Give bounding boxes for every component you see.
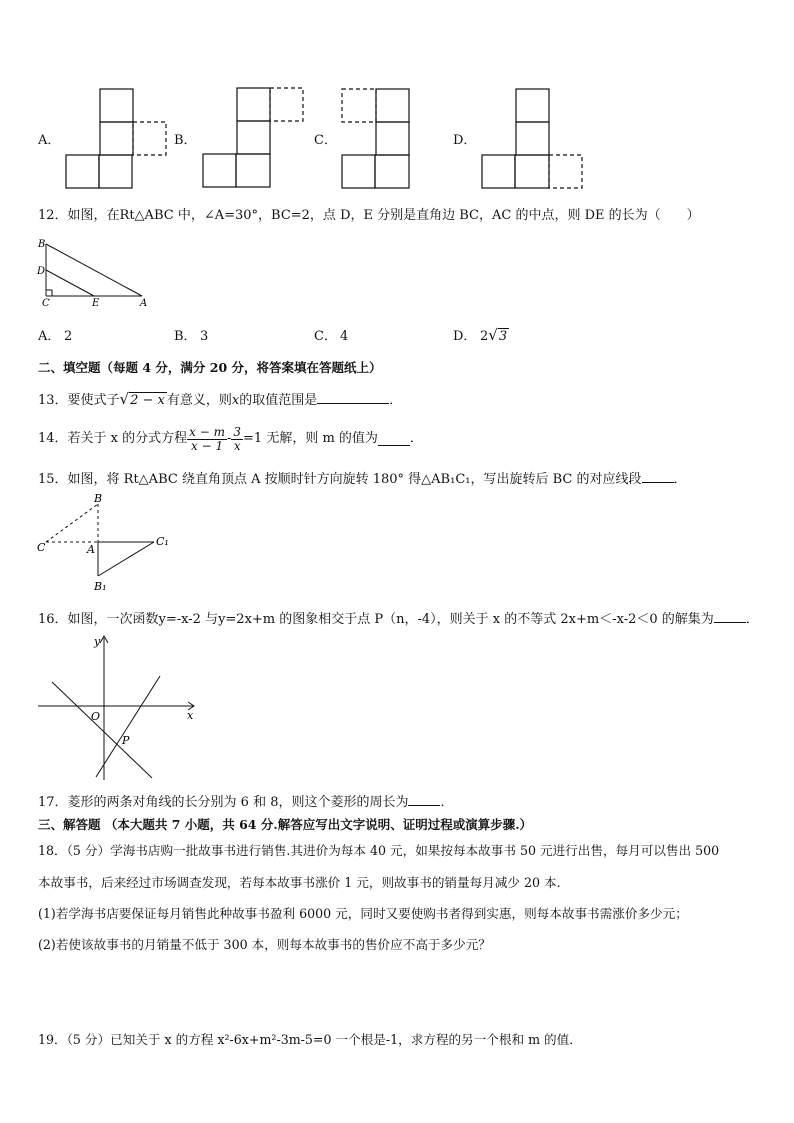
section3-heading: 三、解答题 （本大题共 7 小题，共 64 分.解答应写出文字说明、证明过程或演算步骤.）	[38, 817, 533, 832]
q15-label-c: C	[37, 541, 46, 554]
q11-option-a-letter: A．	[38, 133, 61, 148]
q12-option-c-value: 4	[340, 329, 349, 344]
q11-option-c-figure	[342, 89, 444, 189]
q17-answer-blank	[408, 793, 440, 806]
q16-figure	[38, 632, 203, 782]
q18-part1: (1)若学海书店要保证每月销售此种故事书盈利 6000 元，同时又要使购书者得到实惠，则每本故事书需涨价多少元；	[38, 906, 688, 921]
section2-heading: 二、填空题（每题 4 分，满分 20 分，将答案填在答题纸上）	[38, 360, 382, 375]
q18-line2: 本故事书，后来经过市场调查发现，若每本故事书涨价 1 元，则故事书的销量每月减少 20 本.	[38, 875, 561, 890]
q15-label-b: B	[94, 492, 103, 505]
q16-label-x: x	[187, 709, 194, 722]
q16-label-p: P	[122, 734, 130, 747]
q12-option-d-letter: D．	[453, 329, 477, 344]
q11-option-b-figure	[203, 88, 305, 188]
q14-answer-blank	[378, 433, 410, 446]
q16-answer-blank	[714, 610, 746, 623]
q12-option-d-value: 2√3	[480, 326, 508, 344]
q12-option-b-value: 3	[200, 329, 209, 344]
q12-option-c-letter: C．	[314, 329, 337, 344]
q15: 15．如图，将 Rt△ABC 绕直角顶点 A 按顺时针方向旋转 180° 得△AB₁C₁，写出旋转后 BC 的对应线段 ．	[38, 472, 687, 487]
q14-fraction-2: $\frac{3}{x}$	[233, 424, 242, 453]
q12-figure	[36, 238, 156, 309]
q15-label-a: A	[87, 543, 95, 556]
q19: 19．（5 分）已知关于 x 的方程 x²-6x+m²-3m-5=0 一个根是-1，求方程的另一个根和 m 的值．	[38, 1032, 582, 1047]
q14-fraction-1: $\frac{x - m}{x - 1}$	[189, 424, 225, 453]
q15-label-c1: C₁	[156, 535, 169, 548]
q11-option-b-letter: B．	[174, 133, 197, 148]
q12-label-a: A	[140, 298, 148, 309]
q11-option-d-letter: D．	[453, 133, 477, 148]
q13-radicand: 2 − x	[130, 393, 165, 408]
q12-text: 12．如图，在Rt△ABC 中，∠A=30°，BC=2，点 D，E 分别是直角边 BC，AC 的中点，则 DE 的长为（ ）	[38, 208, 700, 223]
q12-label-c: C	[42, 298, 50, 309]
q12-label-d: D	[37, 266, 46, 277]
q15-figure	[36, 490, 186, 595]
q16: 16．如图，一次函数y=-x-2 与y=2x+m 的图象相交于点 P（n，-4），则关于 x 的不等式 2x+m＜-x-2＜0 的解集为 ．	[38, 612, 759, 627]
q12-option-b-letter: B．	[174, 329, 197, 344]
q11-option-d-figure	[482, 89, 584, 189]
q12-option-a-letter: A．	[38, 329, 61, 344]
q12-label-e: E	[92, 298, 100, 309]
q13: 13．要使式子√2 − x 有意义，则x的取值范围是 ．	[38, 390, 403, 408]
q11-option-a-figure	[66, 89, 168, 189]
q18-line1: 18．（5 分）学海书店购一批故事书进行销售.其进价为每本 40 元，如果按每本故事书 50 元进行出售，每月可以售出 500	[38, 843, 720, 858]
q12-option-d-radicand: 3	[498, 329, 508, 344]
q18-part2: (2)若使该故事书的月销量不低于 300 本，则每本故事书的售价应不高于多少元？	[38, 937, 491, 952]
q12-label-b: B	[38, 239, 46, 250]
q15-answer-blank	[642, 470, 674, 483]
q16-label-o: O	[91, 710, 101, 723]
q13-answer-blank	[317, 391, 389, 404]
q14: 14．若关于 x 的分式方程 $\frac{x - m}{x - 1}$ - $\frac{3}{x}$ =1 无解，则 m 的值为 ．	[38, 424, 423, 453]
q16-label-y: y	[94, 635, 101, 648]
q11-option-c-letter: C．	[314, 133, 337, 148]
q17: 17．菱形的两条对角线的长分别为 6 和 8，则这个菱形的周长为 ．	[38, 795, 454, 810]
q12-option-a-value: 2	[64, 329, 73, 344]
q15-label-b1: B₁	[94, 580, 107, 593]
